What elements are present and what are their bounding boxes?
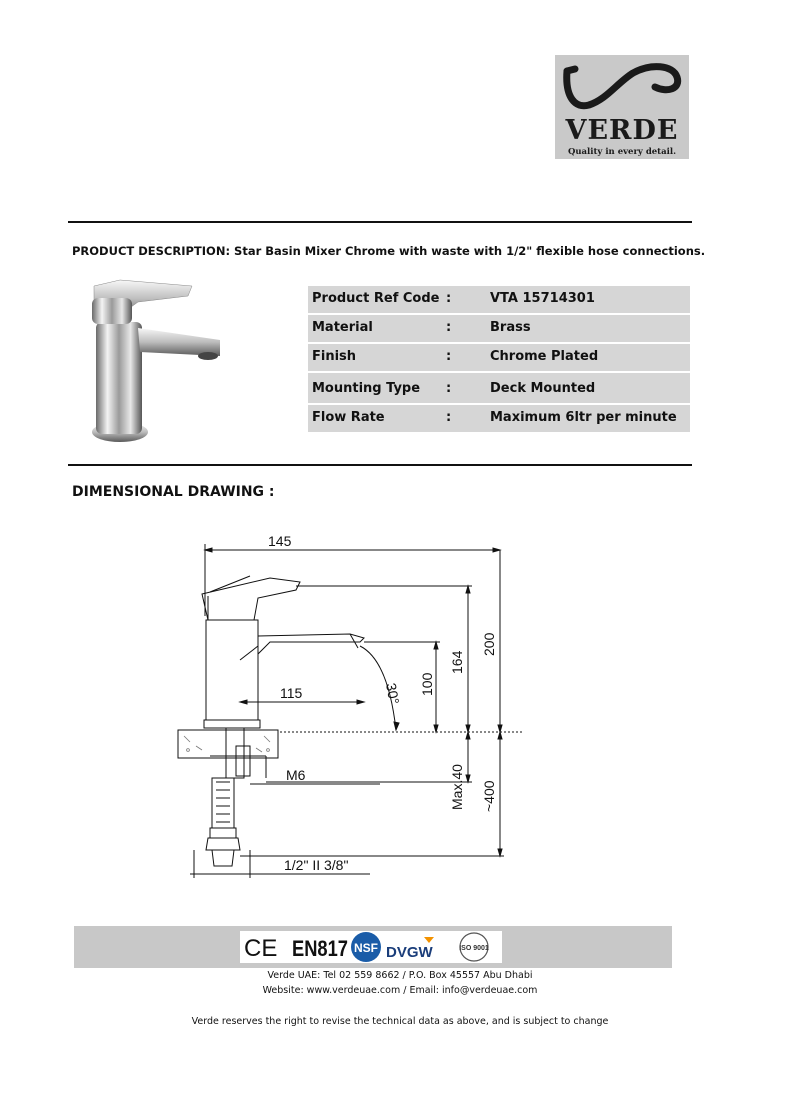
dim-115-label: 115 (280, 685, 303, 701)
brand-logo (555, 55, 689, 159)
spec-value: VTA 15714301 (490, 291, 595, 306)
certification-logos (240, 931, 502, 963)
spec-value: Maximum 6ltr per minute (490, 410, 677, 425)
spec-label: Flow Rate (312, 410, 385, 425)
certification-bar (74, 926, 672, 968)
product-description: PRODUCT DESCRIPTION: Star Basin Mixer Chrome with waste with 1/2" flexible hose connections. (72, 244, 706, 258)
dim-164-label: 164 (449, 650, 465, 674)
spec-row (308, 405, 690, 432)
spec-table (308, 286, 690, 434)
spec-separator: : (446, 349, 452, 364)
spec-separator: : (446, 410, 452, 425)
drawing-title: DIMENSIONAL DRAWING : (72, 484, 275, 500)
footer-contact: Verde UAE: Tel 02 559 8662 / P.O. Box 45557 Abu Dhabi (267, 970, 533, 981)
dimensional-drawing (150, 520, 530, 890)
spec-label: Mounting Type (312, 381, 421, 396)
dim-100-label: 100 (419, 672, 435, 696)
spec-value: Brass (490, 320, 531, 335)
spec-row (308, 286, 690, 313)
spec-value: Chrome Plated (490, 349, 599, 364)
dvgw-icon: DVGW (386, 944, 433, 961)
verde-v-logo-icon (555, 57, 689, 117)
iso-label: ISO 9001 (459, 945, 489, 952)
spec-label: Finish (312, 349, 357, 364)
footer-disclaimer: Verde reserves the right to revise the technical data as above, and is subject to change (191, 1016, 609, 1027)
middle-divider (68, 464, 692, 466)
en817-icon: EN817 (292, 936, 348, 961)
spec-row (308, 344, 690, 371)
spec-separator: : (446, 320, 452, 335)
dim-max40-label: Max.40 (449, 764, 465, 810)
ce-mark-icon: CE (244, 935, 278, 962)
faucet-product-image (80, 272, 230, 452)
spec-label: Material (312, 320, 373, 335)
brand-name: VERDE (565, 115, 679, 146)
dim-connection-label: 1/2" II 3/8" (284, 857, 349, 873)
spec-row (308, 373, 690, 403)
top-divider (68, 221, 692, 223)
dim-m6-label: M6 (286, 767, 306, 783)
spec-label: Product Ref Code (312, 291, 440, 306)
nsf-label: NSF (354, 941, 378, 955)
dim-200-label: 200 (481, 632, 497, 656)
brand-tagline: Quality in every detail. (567, 147, 677, 157)
spec-row (308, 315, 690, 342)
dim-400-label: ~400 (481, 780, 497, 812)
dim-145-label: 145 (268, 533, 292, 549)
spec-separator: : (446, 291, 452, 306)
dim-angle-label: 30° (383, 681, 403, 706)
footer-website: Website: www.verdeuae.com / Email: info@verdeuae.com (262, 985, 538, 996)
spec-separator: : (446, 381, 452, 396)
spec-value: Deck Mounted (490, 381, 596, 396)
